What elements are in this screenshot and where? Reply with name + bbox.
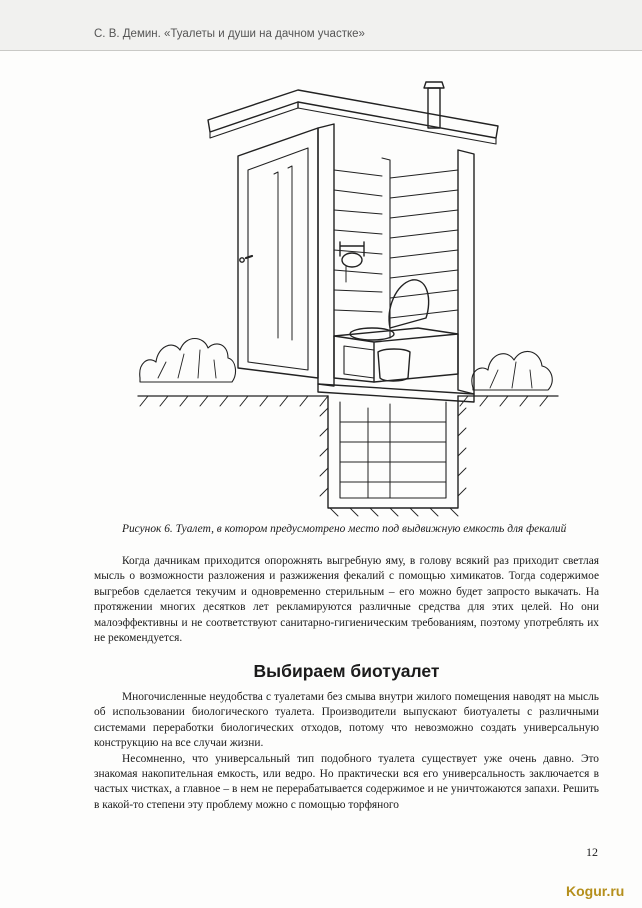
- watermark-link[interactable]: Kogur.ru: [566, 883, 625, 899]
- running-head-text: С. В. Демин. «Туалеты и души на дачном участке»: [94, 28, 365, 40]
- page-number: 12: [586, 845, 598, 859]
- paragraph: Многочисленные неудобства с туалетами без смыва внутри жилого помещения наводят на мысль об использовании биологического туалета. Производители выпускают биотуалеты с различными системами переработки биологических отходов, потому что невозможно создать универсальную конструкцию на все случаи жизни.: [94, 691, 599, 750]
- section-title: Выбираем биотуалет: [253, 661, 440, 681]
- body-text-block-2: [94, 690, 599, 813]
- running-head: [0, 0, 642, 51]
- figure-caption: Рисунок 6. Туалет, в котором предусмотрено место под выдвижную емкость для фекалий: [122, 523, 567, 535]
- paragraph: Когда дачникам приходится опорожнять выгребную яму, в голову всякий раз приходит светлая мысль о возможности разложения и разжижения фекалий с помощью химикатов. Тогда содержимое выгребов сделается текучим и одновременно стерильным – его можно будет запросто выкачать. На протяжении многих десятков лет рекламируются различные средства для этих целей. Но они малоэффективны и не соответствуют санитарно-гигиеническим требованиям, поэтому употреблять их не рекомендуется.: [94, 555, 599, 645]
- body-text-block-1: [94, 554, 599, 646]
- outhouse-drawing: [128, 78, 568, 518]
- paragraph: Несомненно, что универсальный тип подобного туалета существует уже очень давно. Это знакомая накопительная емкость, или ведро. Но практически вся его универсальность заключается в частых чистках, а главное – в нем не перерабатывается содержимое и не уничтожаются запахи. Решить в какой-то степени эту проблему можно с помощью торфяного: [94, 752, 599, 811]
- outhouse-illustration: [128, 78, 568, 518]
